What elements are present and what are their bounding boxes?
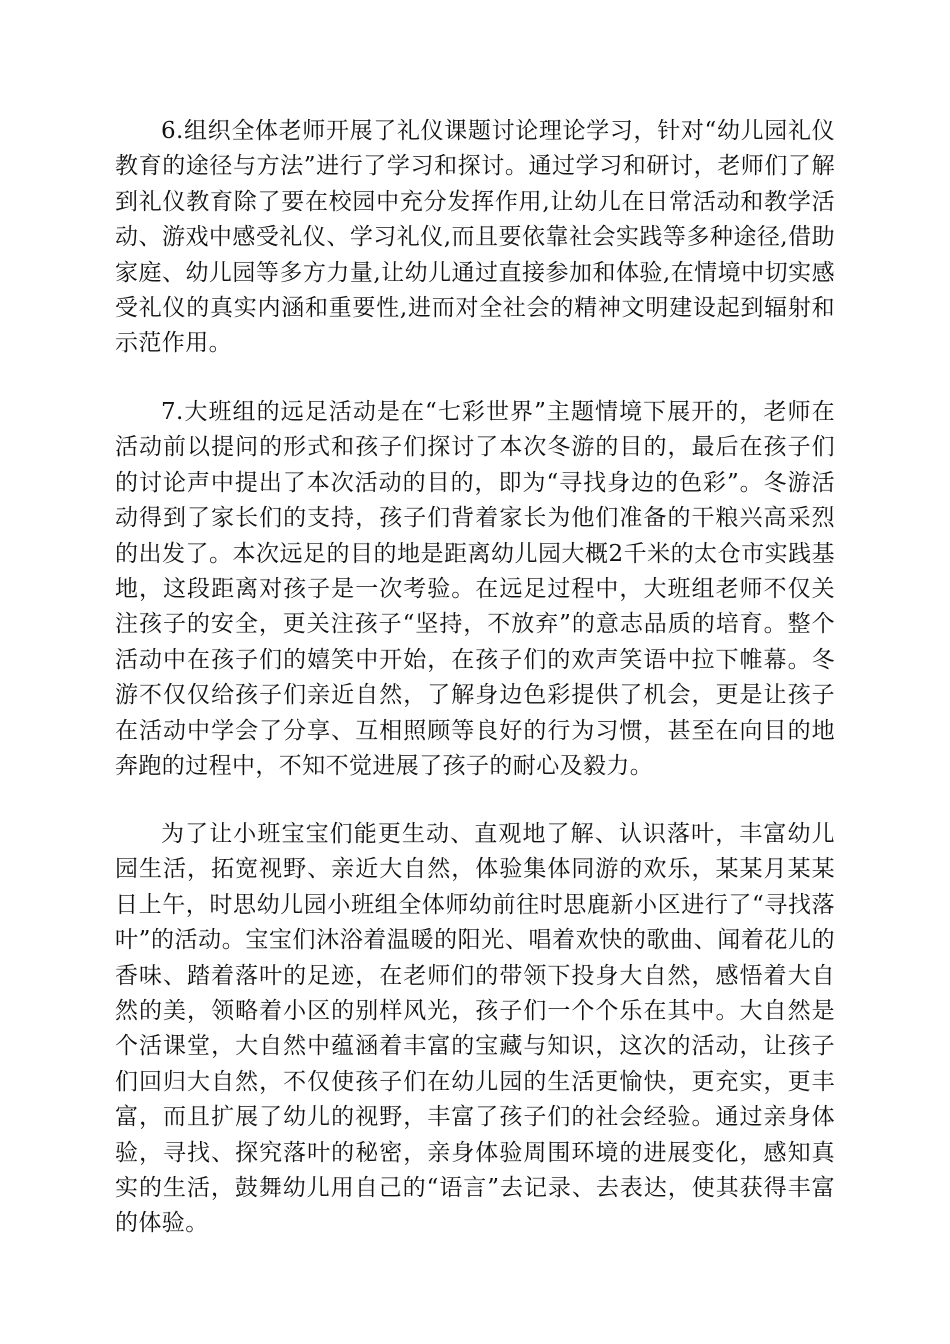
paragraph-etiquette-study: 6.组织全体老师开展了礼仪课题讨论理论学习，针对“幼儿园礼仪教育的途径与方法”进行了学习和探讨。通过学习和研讨，老师们了解到礼仪教育除了要在校园中充分发挥作用,让幼儿在日常活动和教学活动、游戏中感受礼仪、学习礼仪,而且要依靠社会实践等多种途径,借助家庭、幼儿园等多方力量,让幼儿通过直接参加和体验,在情境中切实感受礼仪的真实内涵和重要性,进而对全社会的精神文明建设起到辐射和示范作用。: [115, 118, 835, 357]
paragraph-junior-class-leaves: 为了让小班宝宝们能更生动、直观地了解、认识落叶，丰富幼儿园生活，拓宽视野、亲近大自然，体验集体同游的欢乐，某某月某某日上午，时思幼儿园小班组全体师幼前往时思鹿新小区进行了“寻找落叶”的活动。宝宝们沐浴着温暖的阳光、唱着欢快的歌曲、闻着花儿的香味、踏着落叶的足迹，在老师们的带领下投身大自然，感悟着大自然的美，领略着小区的别样风光，孩子们一个个乐在其中。大自然是个活课堂，大自然中蕴涵着丰富的宝藏与知识，这次的活动，让孩子们回归大自然，不仅使孩子们在幼儿园的生活更愉快，更充实，更丰富，而且扩展了幼儿的视野，丰富了孩子们的社会经验。通过亲身体验，寻找、探究落叶的秘密，亲身体验周围环境的进展变化，感知真实的生活，鼓舞幼儿用自己的“语言”去记录、去表达，使其获得丰富的体验。: [115, 821, 835, 1237]
paragraph-senior-class-outing: 7.大班组的远足活动是在“七彩世界”主题情境下展开的，老师在活动前以提问的形式和孩子们探讨了本次冬游的目的，最后在孩子们的讨论声中提出了本次活动的目的，即为“寻找身边的色彩”。冬游活动得到了家长们的支持，孩子们背着家长为他们准备的干粮兴高采烈的出发了。本次远足的目的地是距离幼儿园大概2千米的太仓市实践基地，这段距离对孩子是一次考验。在远足过程中，大班组老师不仅关注孩子的安全，更关注孩子“坚持，不放弃”的意志品质的培育。整个活动中在孩子们的嬉笑中开始，在孩子们的欢声笑语中拉下帷幕。冬游不仅仅给孩子们亲近自然，了解身边色彩提供了机会，更是让孩子在活动中学会了分享、互相照顾等良好的行为习惯，甚至在向目的地奔跑的过程中，不知不觉进展了孩子的耐心及毅力。: [115, 399, 835, 780]
